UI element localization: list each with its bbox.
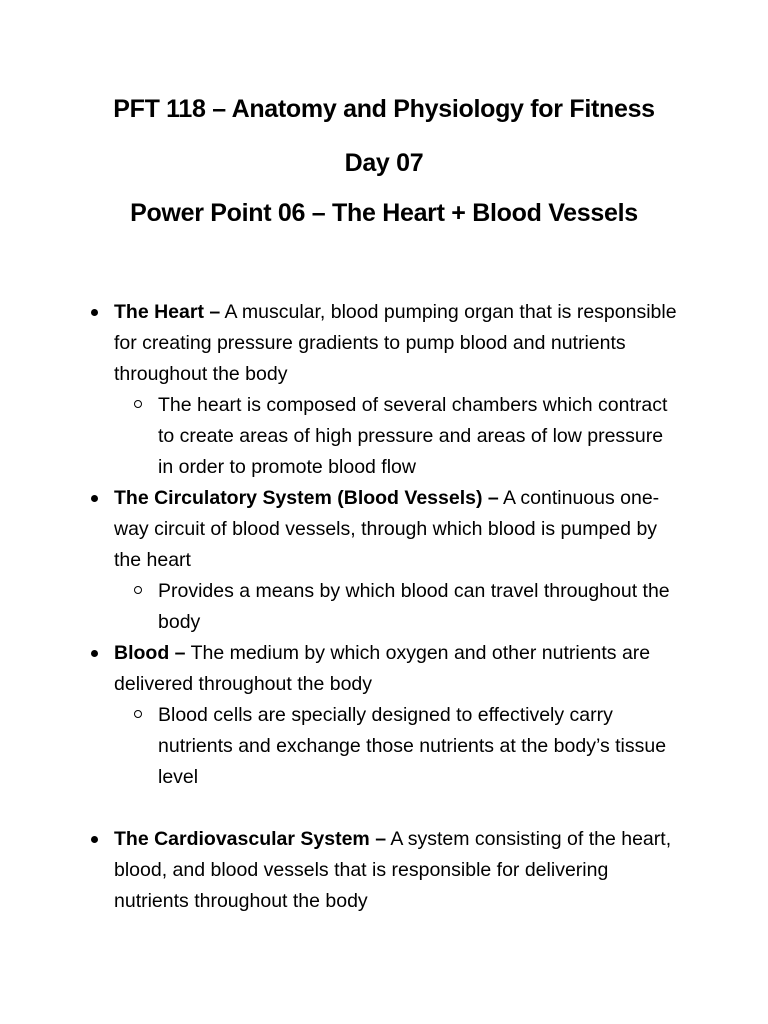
bullet-icon <box>91 495 98 502</box>
sub-item-text: The heart is composed of several chambers which contract to create areas of high pressure and areas of low pressure in order to promote blood flow <box>158 394 668 478</box>
hollow-bullet-icon <box>134 710 142 718</box>
term-label: The Heart – <box>114 301 221 323</box>
sub-item-text: Provides a means by which blood can travel throughout the body <box>158 580 670 633</box>
list-item-heart <box>0 297 768 390</box>
spacer <box>0 793 768 824</box>
term-label: The Cardiovascular System – <box>114 828 387 850</box>
definition-text: A muscular, blood pumping organ that is responsible for creating pressure gradients to pump blood and nutrients throughout the body <box>114 301 677 385</box>
sub-item-blood <box>0 700 768 793</box>
bullet-icon <box>91 309 98 316</box>
sub-item-heart <box>0 390 768 483</box>
sub-item-text: Blood cells are specially designed to effectively carry nutrients and exchange those nutrients at the body’s tissue level <box>158 704 667 788</box>
hollow-bullet-icon <box>134 586 142 594</box>
hollow-bullet-icon <box>134 400 142 408</box>
lesson-title: Power Point 06 – The Heart + Blood Vessels <box>130 199 638 227</box>
list-item-blood <box>0 638 768 700</box>
term-label: Blood – <box>114 642 186 664</box>
bullet-list <box>0 297 768 917</box>
bullet-icon <box>91 836 98 843</box>
list-item-cardiovascular-system <box>0 824 768 917</box>
definition-text: A system consisting of the heart, blood, and blood vessels that is responsible for delivering nutrients throughout the body <box>114 828 672 912</box>
bullet-icon <box>91 650 98 657</box>
course-title: PFT 118 – Anatomy and Physiology for Fitness <box>113 95 655 123</box>
day-title: Day 07 <box>344 149 424 177</box>
sub-item-circulatory-system <box>0 576 768 638</box>
term-label: The Circulatory System (Blood Vessels) – <box>114 487 499 509</box>
list-item-circulatory-system <box>0 483 768 576</box>
definition-text: The medium by which oxygen and other nutrients are delivered throughout the body <box>114 642 651 695</box>
definition-text: A continuous one-way circuit of blood vessels, through which blood is pumped by the heart <box>114 487 660 571</box>
